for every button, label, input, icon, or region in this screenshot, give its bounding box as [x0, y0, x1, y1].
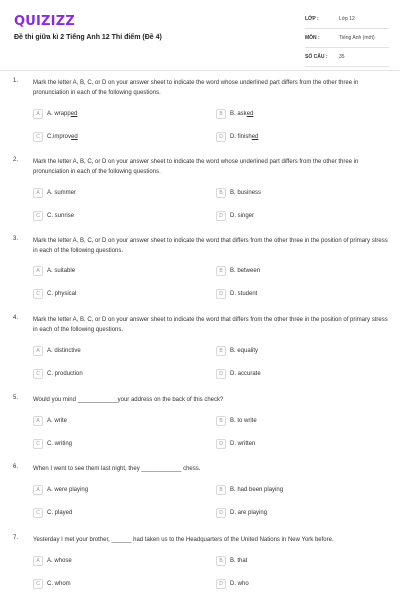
option-letter-box: C: [33, 132, 43, 142]
option-text: [47, 581, 71, 587]
option-b[interactable]: [216, 187, 261, 199]
option-text: [230, 510, 267, 516]
option-prefix: A.: [47, 558, 55, 564]
question-text: Yesterday I met your brother, ______ had taken us to the Headquarters of the United Nations in New York before.: [33, 537, 334, 543]
option-text: [230, 348, 258, 354]
option-stem: business: [237, 190, 262, 196]
option-letter-box: C: [33, 211, 43, 221]
option-text: [47, 213, 74, 219]
option-d[interactable]: [216, 131, 258, 143]
option-stem: played: [54, 510, 73, 516]
option-prefix: D.: [230, 291, 238, 297]
option-letter-box: D: [216, 132, 226, 142]
option-text: [230, 291, 257, 297]
option-letter-box: D: [216, 508, 226, 518]
option-b[interactable]: [216, 265, 260, 277]
option-b[interactable]: [216, 555, 247, 567]
option-stem: equality: [237, 348, 259, 354]
option-b[interactable]: [216, 345, 258, 357]
option-b[interactable]: [216, 415, 257, 427]
option-c[interactable]: [33, 368, 83, 380]
meta-value: 35: [339, 54, 345, 60]
option-text: [230, 134, 258, 140]
question-text: Mark the letter A, B, C, or D on your answer sheet to indicate the word whose underlined part differs from the other three in pronunciation in each of the following questions.: [33, 159, 359, 175]
option-a[interactable]: [33, 345, 81, 357]
option-letter-box: B: [216, 416, 226, 426]
option-letter-box: B: [216, 556, 226, 566]
option-stem: ask: [237, 111, 247, 117]
option-prefix: A.: [47, 268, 55, 274]
option-letter-box: A: [33, 416, 43, 426]
option-prefix: C.: [47, 134, 53, 140]
option-letter-box: B: [216, 266, 226, 276]
question-number: 3.: [13, 236, 19, 242]
option-text: [47, 111, 77, 117]
option-prefix: B.: [230, 558, 238, 564]
option-text: [47, 268, 75, 274]
underlined-part: ed: [70, 111, 78, 117]
option-prefix: B.: [230, 487, 238, 493]
option-letter-box: C: [33, 439, 43, 449]
meta-label: SỐ CÂU :: [305, 54, 328, 60]
option-c[interactable]: [33, 288, 76, 300]
option-stem: whom: [54, 581, 71, 587]
option-letter-box: A: [33, 109, 43, 119]
option-letter-box: D: [216, 579, 226, 589]
option-b[interactable]: [216, 108, 253, 120]
meta-label: LỚP :: [305, 16, 319, 22]
option-letter-box: B: [216, 109, 226, 119]
option-d[interactable]: [216, 578, 249, 590]
worksheet-title: Đề thi giữa kì 2 Tiếng Anh 12 Thí điểm (Đề 4): [14, 34, 162, 41]
option-text: [47, 510, 72, 516]
question-text: Would you mind ____________your address on the back of this check?: [33, 397, 224, 403]
option-stem: between: [237, 268, 261, 274]
option-a[interactable]: [33, 108, 77, 120]
underlined-part: ed: [71, 134, 78, 140]
option-text: [47, 134, 78, 140]
option-prefix: B.: [230, 348, 238, 354]
option-text: [47, 190, 76, 196]
option-letter-box: D: [216, 289, 226, 299]
meta-row-question-count: [305, 48, 389, 67]
question-number: 2.: [13, 157, 19, 163]
option-prefix: D.: [230, 441, 238, 447]
option-letter-box: C: [33, 369, 43, 379]
option-stem: who: [237, 581, 249, 587]
option-stem: physical: [54, 291, 77, 297]
option-c[interactable]: [33, 438, 72, 450]
option-stem: to write: [237, 418, 257, 424]
option-prefix: C.: [47, 291, 55, 297]
option-letter-box: C: [33, 508, 43, 518]
option-text: [230, 190, 261, 196]
option-text: [230, 487, 283, 493]
option-prefix: D.: [230, 581, 238, 587]
worksheet-meta: [305, 10, 389, 67]
option-letter-box: B: [216, 485, 226, 495]
question-number: 1.: [13, 78, 19, 84]
option-stem: accurate: [237, 371, 261, 377]
option-prefix: D.: [230, 134, 238, 140]
option-letter-box: A: [33, 188, 43, 198]
option-prefix: C.: [47, 441, 55, 447]
option-text: [47, 558, 72, 564]
option-prefix: B.: [230, 111, 238, 117]
option-letter-box: A: [33, 556, 43, 566]
option-text: [230, 213, 254, 219]
option-text: [230, 371, 261, 377]
option-text: [230, 581, 249, 587]
option-prefix: A.: [47, 418, 55, 424]
meta-label: MÔN :: [305, 35, 320, 41]
question-number: 4.: [13, 315, 19, 321]
option-d[interactable]: [216, 438, 255, 450]
option-stem: had been playing: [237, 487, 284, 493]
option-c[interactable]: [33, 210, 74, 222]
option-stem: sunrise: [54, 213, 75, 219]
option-stem: are playing: [237, 510, 268, 516]
question-text: Mark the letter A, B, C, or D on your answer sheet to indicate the word that differs from the other three in the position of primary stress in each of the following questions.: [33, 317, 388, 333]
option-stem: suitable: [54, 268, 76, 274]
option-stem: student: [237, 291, 258, 297]
question-number: 7.: [13, 535, 19, 541]
option-prefix: C.: [47, 581, 55, 587]
option-text: [230, 558, 247, 564]
option-letter-box: A: [33, 485, 43, 495]
option-text: [47, 348, 81, 354]
option-prefix: A.: [47, 487, 55, 493]
option-prefix: A.: [47, 348, 55, 354]
option-letter-box: B: [216, 188, 226, 198]
option-stem: production: [54, 371, 83, 377]
option-d[interactable]: [216, 210, 254, 222]
option-prefix: A.: [47, 190, 55, 196]
option-letter-box: D: [216, 211, 226, 221]
meta-row-class: [305, 10, 389, 29]
option-a[interactable]: [33, 555, 72, 567]
header-divider: [0, 70, 400, 71]
option-stem: wrapp: [54, 111, 71, 117]
option-prefix: C.: [47, 213, 55, 219]
option-stem: whose: [54, 558, 72, 564]
question-text: When I went to see them last night, they ____________ chess.: [33, 466, 201, 472]
option-stem: writing: [54, 441, 73, 447]
option-prefix: B.: [230, 268, 238, 274]
option-d[interactable]: [216, 288, 257, 300]
option-stem: finish: [237, 134, 252, 140]
option-text: [230, 268, 260, 274]
option-a[interactable]: [33, 187, 76, 199]
option-stem: were playing: [54, 487, 89, 493]
option-prefix: B.: [230, 418, 238, 424]
question-number: 5.: [13, 395, 19, 401]
option-letter-box: D: [216, 369, 226, 379]
option-stem: summer: [54, 190, 77, 196]
option-text: [47, 418, 67, 424]
option-stem: that: [237, 558, 248, 564]
option-text: [47, 291, 76, 297]
option-stem: write: [54, 418, 68, 424]
underlined-part: ed: [251, 134, 259, 140]
option-text: [230, 111, 253, 117]
question-text: Mark the letter A, B, C, or D on your answer sheet to indicate the word whose underlined part differs from the other three in pronunciation in each of the following questions.: [33, 80, 359, 96]
worksheet-header: [0, 0, 400, 66]
option-stem: singer: [237, 213, 255, 219]
option-letter-box: B: [216, 346, 226, 356]
question-text: Mark the letter A, B, C, or D on your answer sheet to indicate the word that differs from the other three in the position of primary stress in each of the following questions.: [33, 238, 388, 254]
option-prefix: D.: [230, 213, 238, 219]
option-letter-box: D: [216, 439, 226, 449]
meta-value: Lớp 12: [339, 16, 355, 22]
option-stem: improv: [53, 134, 72, 140]
option-stem: distinctive: [54, 348, 81, 354]
option-c[interactable]: [33, 131, 78, 143]
option-prefix: A.: [47, 111, 55, 117]
option-stem: written: [237, 441, 256, 447]
option-prefix: C.: [47, 371, 55, 377]
option-letter-box: C: [33, 289, 43, 299]
option-c[interactable]: [33, 578, 71, 590]
option-a[interactable]: [33, 484, 88, 496]
option-prefix: D.: [230, 510, 238, 516]
option-a[interactable]: [33, 415, 67, 427]
option-prefix: B.: [230, 190, 238, 196]
option-text: [230, 418, 257, 424]
underlined-part: ed: [246, 111, 254, 117]
option-letter-box: A: [33, 266, 43, 276]
option-text: [47, 371, 83, 377]
option-d[interactable]: [216, 507, 267, 519]
option-text: [47, 441, 72, 447]
option-b[interactable]: [216, 484, 283, 496]
option-c[interactable]: [33, 507, 72, 519]
question-number: 6.: [13, 464, 19, 470]
option-prefix: D.: [230, 371, 238, 377]
meta-row-subject: [305, 29, 389, 48]
option-d[interactable]: [216, 368, 261, 380]
option-a[interactable]: [33, 265, 75, 277]
meta-value: Tiếng Anh (mới): [339, 35, 375, 41]
option-letter-box: C: [33, 579, 43, 589]
option-letter-box: A: [33, 346, 43, 356]
quizizz-logo[interactable]: QUIZIZZ: [14, 14, 75, 29]
option-text: [230, 441, 255, 447]
option-prefix: C.: [47, 510, 55, 516]
option-text: [47, 487, 88, 493]
